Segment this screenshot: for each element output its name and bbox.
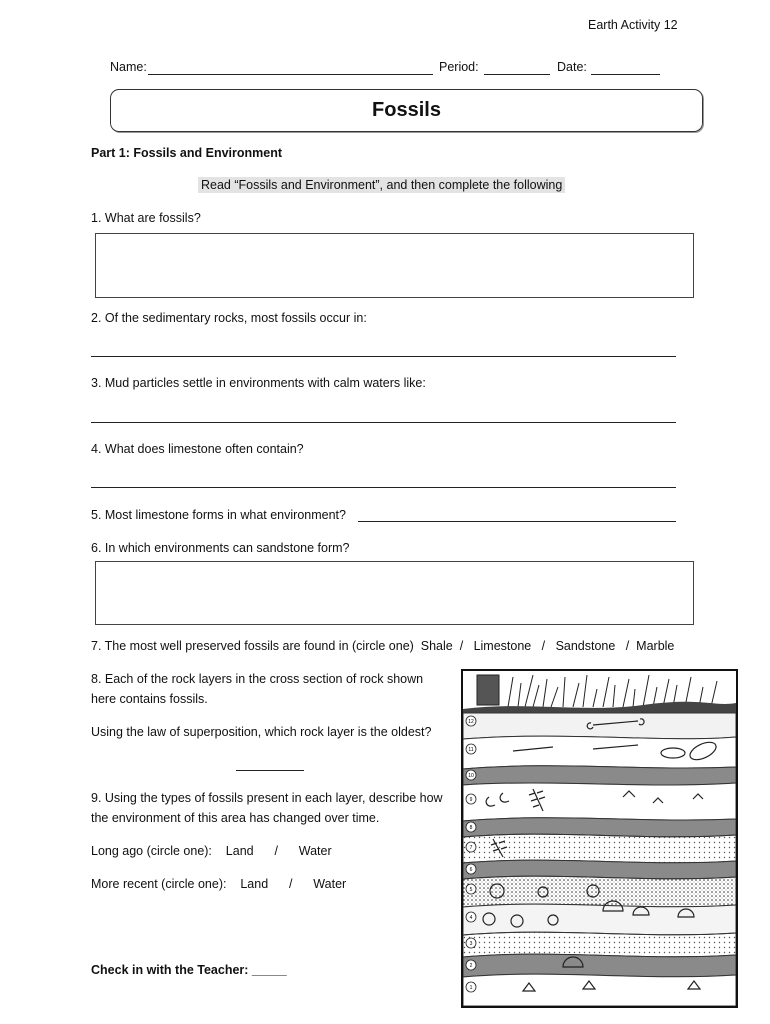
layer-number-2: 2 [469,963,473,969]
date-field[interactable] [591,74,660,75]
question-3: 3. Mud particles settle in environments with calm waters like: [91,376,426,390]
rock-layers-svg [463,671,736,1006]
question-4: 4. What does limestone often contain? [91,442,304,456]
period-field[interactable] [484,74,550,75]
title-box [110,89,703,132]
layer-number-6: 6 [469,867,473,873]
layer-number-9: 9 [469,797,473,803]
question-1: 1. What are fossils? [91,211,201,225]
more-recent-choice[interactable]: More recent (circle one): Land / Water [91,877,347,891]
layer-3 [463,932,736,957]
layer-number-5: 5 [469,887,473,893]
period-label: Period: [439,60,479,74]
layer-number-3: 3 [469,941,473,947]
part1-instruction [198,178,565,192]
layer-10 [463,766,736,785]
layer-number-8: 8 [469,825,473,831]
layer-number-10: 10 [468,773,474,779]
teacher-check-in: Check in with the Teacher: _____ [91,963,287,977]
layer-12 [463,713,736,739]
layer-number-7: 7 [469,845,473,851]
instruction-text: Read “Fossils and Environment”, and then complete the following [198,177,565,193]
answer-line-3[interactable] [91,422,676,423]
layer-11 [463,736,736,769]
page-title: Fossils [372,99,441,121]
question-5: 5. Most limestone forms in what environment? [91,508,346,522]
question-8-sub: Using the law of superposition, which rock layer is the oldest? [91,725,432,739]
activity-label: Earth Activity 12 [588,18,678,32]
question-2: 2. Of the sedimentary rocks, most fossils occur in: [91,311,367,325]
answer-box-1[interactable] [95,233,694,298]
answer-line-8[interactable] [236,770,304,771]
date-label: Date: [557,60,587,74]
answer-line-5[interactable] [358,521,676,522]
question-7: 7. The most well preserved fossils are found in (circle one) Shale / Limestone / Sandstone / Marble [91,639,675,653]
tree-stump-icon [477,675,499,705]
layer-number-11: 11 [468,747,474,753]
layer-1 [463,974,736,1006]
question-9-line1: 9. Using the types of fossils present in each layer, describe how [91,791,443,805]
rock-layer-diagram [461,669,738,1008]
layer-number-4: 4 [469,915,473,921]
layer-number-12: 12 [468,719,474,725]
name-label: Name: [110,60,147,74]
layer-2 [463,954,736,977]
layer-number-1: 1 [469,985,473,991]
answer-box-6[interactable] [95,561,694,625]
answer-line-4[interactable] [91,487,676,488]
question-8-line1: 8. Each of the rock layers in the cross section of rock shown [91,672,424,686]
part1-heading: Part 1: Fossils and Environment [91,146,283,160]
question-9-line2: the environment of this area has changed over time. [91,811,380,825]
question-8-line2: here contains fossils. [91,692,208,706]
long-ago-choice[interactable]: Long ago (circle one): Land / Water [91,844,332,858]
answer-line-2[interactable] [91,356,676,357]
name-field[interactable] [148,74,433,75]
layer-4 [463,904,736,935]
surface-vegetation [463,675,736,713]
question-6: 6. In which environments can sandstone form? [91,541,350,555]
